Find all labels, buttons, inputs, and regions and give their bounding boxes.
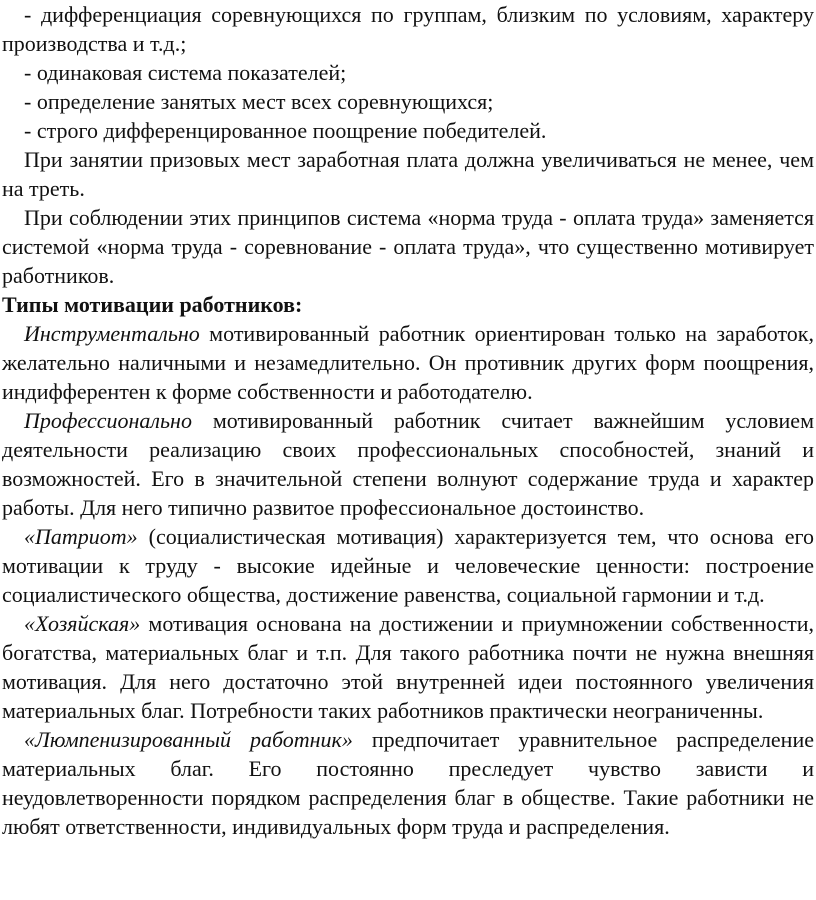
type-term: «Люмпенизированный работник» (24, 727, 353, 752)
bullet-item: - дифференциация соревнующихся по группам, близким по условиям, характеру производства и т.д.; (2, 2, 814, 56)
type-description: мотивированный работник ориентирован только на заработок, желательно наличными и незамедлительно. Он противник других форм поощрения, индифферентен к форме собственности и работодателю. (2, 321, 814, 404)
motivation-type-lumpen (2, 725, 814, 841)
section-heading: Типы мотивации работников: (2, 292, 303, 317)
paragraph-prize: При занятии призовых мест заработная плата должна увеличиваться не менее, чем на треть. (2, 147, 814, 201)
paragraph-principles: При соблюдении этих принципов система «норма труда - оплата труда» заменяется системой «норма труда - соревнование - оплата труда», что существенно мотивирует работников. (2, 205, 814, 288)
bullet-item: - определение занятых мест всех соревнующихся; (24, 89, 494, 114)
type-description: предпочитает уравнительное распределение материальных благ. Его постоянно преследует чувство зависти и неудовлетворенности порядком распределения благ в обществе. Такие работники не любят ответственности, индивидуальных форм труда и распределения. (2, 727, 814, 839)
type-description: мотивация основана на достижении и приумножении собственности, богатства, материальных благ и т.п. Для такого работника почти не нужна внешняя мотивация. Для него достаточно этой внутренней идеи постоянного увеличения материальных благ. Потребности таких работников практически неограниченны. (2, 611, 814, 723)
motivation-type-patriot (2, 522, 814, 609)
motivation-type-professional (2, 406, 814, 522)
type-description: (социалистическая мотивация) характеризуется тем, что основа его мотивации к труду - высокие идейные и человеческие ценности: построение социалистического общества, достижение равенства, социальной гармонии и т.д. (2, 524, 814, 607)
motivation-type-owner (2, 609, 814, 725)
type-term: Профессионально (24, 408, 192, 433)
bullet-item: - строго дифференцированное поощрение победителей. (24, 118, 547, 143)
bullet-item: - одинаковая система показателей; (24, 60, 347, 85)
type-term: Инструментально (24, 321, 200, 346)
type-term: «Патриот» (24, 524, 138, 549)
type-description: мотивированный работник считает важнейшим условием деятельности реализацию своих профессиональных способностей, знаний и возможностей. Его в значительной степени волнуют содержание труда и характер работы. Для него типично развитое профессиональное достоинство. (2, 408, 814, 520)
type-term: «Хозяйская» (24, 611, 141, 636)
motivation-type-instrumental (2, 319, 814, 406)
